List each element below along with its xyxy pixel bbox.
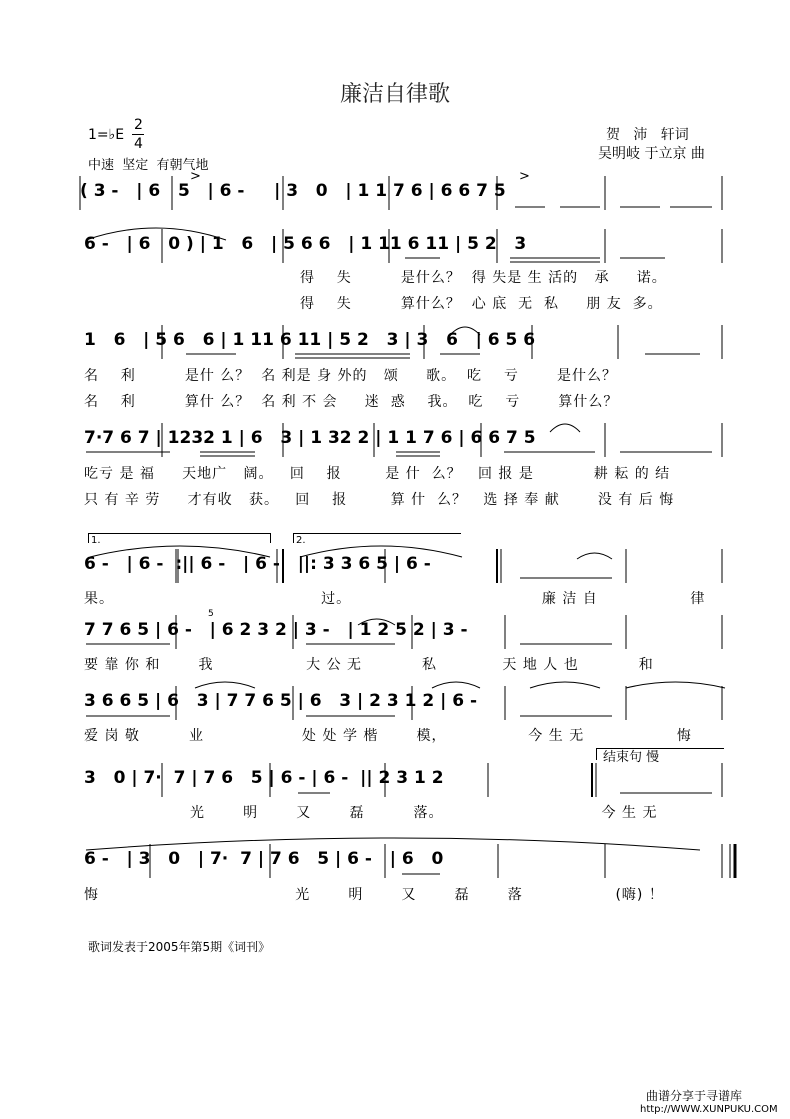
slur <box>358 619 395 625</box>
watermark-url: http://WWW.XUNPUKU.COM <box>640 1104 778 1115</box>
page-title: 廉洁自律歌 <box>339 82 450 107</box>
lyric-line: 名 利 算什 么？ 名 利 不 会 迷 惑 我。 吃 亏 算什么？ <box>84 394 619 410</box>
lyric-line: 得 失 算什么？ 心 底 无 私 朋 友 多。 <box>300 296 663 312</box>
tempo-marking: 中速 坚定 有朝气地 <box>88 158 209 173</box>
lyric-line: 果。 过。 廉 洁 自 律 <box>84 591 706 607</box>
lyric-line: 得 失 是什么？ 得 失是 生 活的 承 诺。 <box>300 270 667 286</box>
lyricist-credit: 贺 沛 轩词 <box>606 127 689 143</box>
slur <box>450 327 480 335</box>
notation-row-5: 6 - | 6 - :|| 6 - | 6 - ||: 3 3 6 5 | 6 - <box>84 554 431 574</box>
composer-credit: 吴明岐 于立京 曲 <box>598 146 705 162</box>
grace-note: 5 <box>208 609 214 619</box>
lyric-line: 只 有 辛 劳 才有收 获。 回 报 算 什 么？ 选 择 奉 献 没 有 后 悔 <box>84 492 675 508</box>
key-signature: 1=♭E <box>88 127 125 143</box>
notation-row-6: 7 7 6 5 | 6 - | 6 2 3 2 | 3 - | 1 2 5 2 | 3 - <box>84 620 468 640</box>
slur <box>195 682 255 688</box>
slur <box>530 682 600 688</box>
footnote: 歌词发表于2005年第5期《词刊》 <box>88 940 271 954</box>
accent-mark: > <box>519 169 530 184</box>
notation-row-8: 3 0 | 7· 7 | 7 6 5 | 6 - | 6 - || 2 3 1 2 <box>84 768 444 788</box>
slur <box>432 682 480 688</box>
lyric-line: 吃亏 是 福 天地广 阔。 回 报 是 什 么？ 回 报 是 耕 耘 的 结 <box>84 466 671 482</box>
notation-row-9: 6 - | 3 0 | 7· 7 | 7 6 5 | 6 - | 6 0 <box>84 849 444 869</box>
lyric-line: 爱 岗 敬 业 处 处 学 楷 模， 今 生 无 悔 <box>84 728 692 744</box>
time-signature-bottom: 4 <box>134 136 143 152</box>
lyric-line: 悔 光 明 又 磊 落 (嗨) ！ <box>84 887 664 903</box>
slur <box>577 553 612 559</box>
lyric-line: 要 靠 你 和 我 大 公 无 私 天 地 人 也 和 <box>84 657 654 673</box>
slur <box>626 682 725 688</box>
notation-row-1: ( 3 - | 6 5 | 6 - | 3 0 | 1 1 7 6 | 6 6 7 5 <box>80 181 506 201</box>
lyric-line: 名 利 是什 么？ 名 利是 身 外的 颂 歌。 吃 亏 是什么？ <box>84 368 618 384</box>
notation-row-2: 6 - | 6 0 ) | 1 6 | 5 6 6 | 1 11 6 11 | 5 2 3 <box>84 234 527 254</box>
second-ending-label: 2. <box>296 535 306 546</box>
lyric-line: 光 明 又 磊 落。 今 生 无 <box>190 805 658 821</box>
slur <box>90 546 270 557</box>
notation-row-7: 3 6 6 5 | 6 3 | 7 7 6 5 | 6 3 | 2 3 1 2 | 6 - <box>84 691 478 711</box>
slur <box>300 546 462 557</box>
watermark-title: 曲谱分享于寻谱库 <box>646 1089 743 1103</box>
first-ending-label: 1. <box>91 535 101 546</box>
notation-row-4: 7·7 6 7 | 1232 1 | 6 3 | 1 32 2 | 1 1 7 6 | 6 6 7 5 <box>84 428 536 448</box>
accent-mark: > <box>190 169 201 184</box>
time-signature-top: 2 <box>134 117 143 133</box>
slur <box>86 838 700 850</box>
slur <box>550 424 580 432</box>
notation-row-3: 1 6 | 5 6 6 | 1 11 6 11 | 5 2 3 | 3 6 | 6 5 6 <box>84 330 536 350</box>
slur <box>86 228 226 240</box>
ending-phrase-marking: 结束句 慢 <box>603 750 660 765</box>
